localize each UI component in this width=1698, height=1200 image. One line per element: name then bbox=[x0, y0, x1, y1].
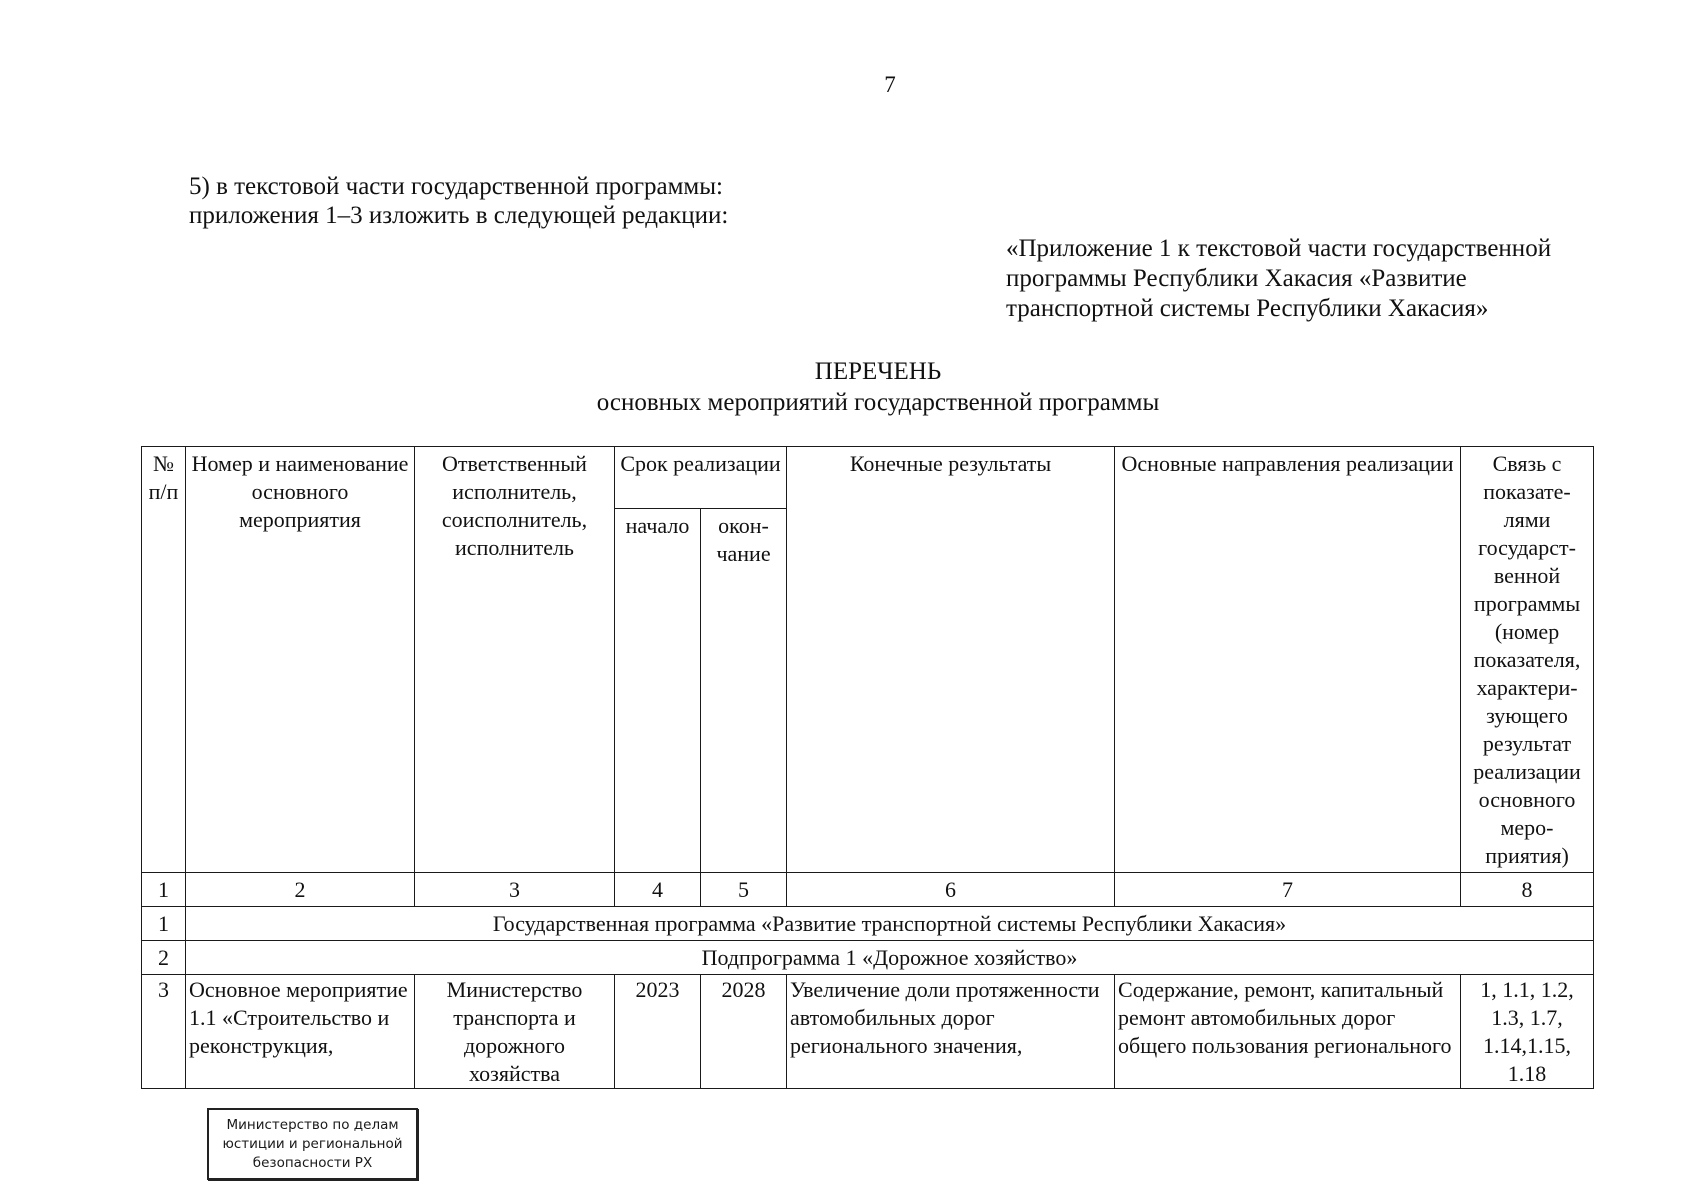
measure-name-cell: Основное мероприятие 1.1 «Строительство и реконструкция, bbox=[186, 975, 415, 1089]
header-results: Конечные результаты bbox=[787, 447, 1115, 873]
page-number: 7 bbox=[884, 72, 896, 97]
header-end: окон-чание bbox=[701, 509, 787, 873]
table-row bbox=[142, 975, 1594, 1089]
header-name: Номер и наименование основного мероприятия bbox=[186, 447, 415, 873]
column-number: 3 bbox=[415, 873, 615, 907]
column-number: 6 bbox=[787, 873, 1115, 907]
row-number: 3 bbox=[142, 975, 186, 1089]
directions-cell: Содержание, ремонт, капитальный ремонт автомобильных дорог общего пользования регионального bbox=[1115, 975, 1461, 1089]
title-sub: основных мероприятий государственной программы bbox=[596, 389, 1160, 416]
appendix-note-line-3: транспортной системы Республики Хакасия» bbox=[1006, 295, 1489, 322]
stamp-line-1: Министерство по делам bbox=[226, 1116, 399, 1133]
program-title-cell: Государственная программа «Развитие транспортной системы Республики Хакасия» bbox=[186, 907, 1594, 941]
appendix-note-line-2: программы Республики Хакасия «Развитие bbox=[1006, 265, 1467, 292]
start-year-cell: 2023 bbox=[615, 975, 701, 1089]
column-number: 4 bbox=[615, 873, 701, 907]
header-link: Связь с показате-лями государст-венной программы (номер показателя, характери-зующего результат реализации основного меро-приятия) bbox=[1461, 447, 1594, 873]
row-number: 2 bbox=[142, 941, 186, 975]
stamp-line-2: юстиции и региональной bbox=[222, 1135, 403, 1152]
table-row bbox=[142, 907, 1594, 941]
column-number: 8 bbox=[1461, 873, 1594, 907]
column-number-row bbox=[142, 873, 1594, 907]
ministry-stamp bbox=[207, 1108, 418, 1180]
document-title bbox=[0, 356, 1698, 418]
intro-line-1: 5) в текстовой части государственной программы: bbox=[189, 173, 723, 200]
header-num: № п/п bbox=[142, 447, 186, 873]
table-row bbox=[142, 941, 1594, 975]
column-number: 1 bbox=[142, 873, 186, 907]
stamp-line-3: безопасности РХ bbox=[252, 1154, 373, 1171]
indicator-link-cell: 1, 1.1, 1.2, 1.3, 1.7, 1.14,1.15, 1.18 bbox=[1461, 975, 1594, 1089]
column-number: 5 bbox=[701, 873, 787, 907]
appendix-note-line-1: «Приложение 1 к текстовой части государственной bbox=[1006, 235, 1552, 262]
table-header-row bbox=[142, 447, 1594, 509]
subprogram-title-cell: Подпрограмма 1 «Дорожное хозяйство» bbox=[186, 941, 1594, 975]
results-cell: Увеличение доли протяженности автомобильных дорог регионального значения, bbox=[787, 975, 1115, 1089]
end-year-cell: 2028 bbox=[701, 975, 787, 1089]
appendix-note bbox=[1006, 234, 1606, 324]
measures-table bbox=[141, 446, 1594, 1089]
column-number: 7 bbox=[1115, 873, 1461, 907]
intro-text bbox=[189, 172, 728, 230]
intro-line-2: приложения 1–3 изложить в следующей редакции: bbox=[189, 202, 729, 229]
header-term: Срок реализации bbox=[615, 447, 787, 509]
row-number: 1 bbox=[142, 907, 186, 941]
header-directions: Основные направления реализации bbox=[1115, 447, 1461, 873]
header-executor: Ответственный исполнитель, соисполнитель, исполнитель bbox=[415, 447, 615, 873]
header-start: начало bbox=[615, 509, 701, 873]
column-number: 2 bbox=[186, 873, 415, 907]
title-main: ПЕРЕЧЕНЬ bbox=[814, 358, 942, 385]
executor-cell: Министерство транспорта и дорожного хозяйства bbox=[415, 975, 615, 1089]
